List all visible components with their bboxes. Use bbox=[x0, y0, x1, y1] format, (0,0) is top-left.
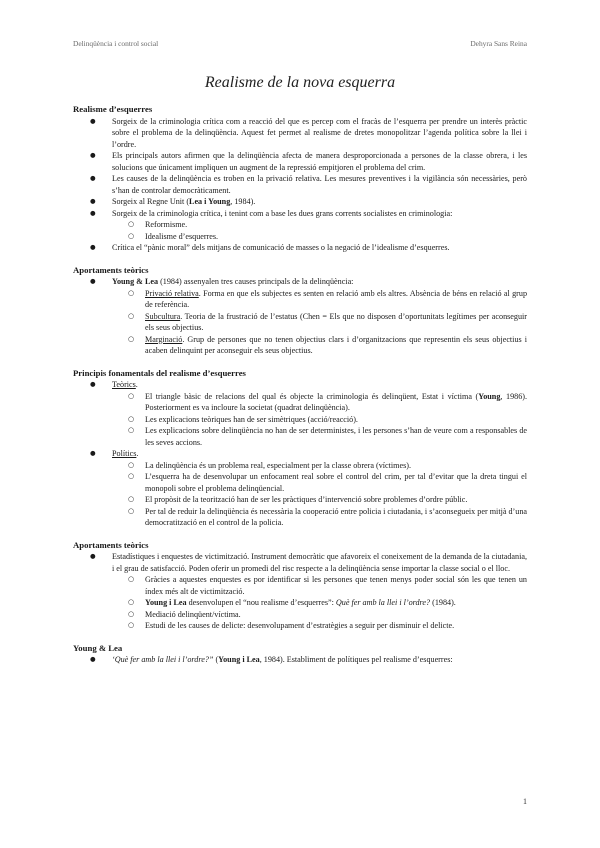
book-title: Què fer amb la llei i l’ordre? bbox=[335, 598, 431, 607]
sub-list bbox=[112, 288, 527, 357]
section-aportaments-1 bbox=[73, 265, 527, 357]
sub-list-item: ○ Les explicacions sobre delinqüència no han de ser deterministes, i les persones s’han de veure com a responsables de les seves accions. bbox=[73, 425, 527, 448]
text: . Forma en que els subjectes es senten en relació amb els altres. Absència de béns en relació al grup de referència. bbox=[145, 288, 528, 309]
section-young-lea bbox=[73, 643, 527, 666]
document-body bbox=[73, 104, 527, 677]
section-heading: Aportaments teòrics bbox=[73, 539, 149, 550]
list-item: ● Les causes de la delinqüència es troben en la privació relativa. Les mesures preventives i la vigilància són necessàries, però s’han de controlar democràticament. bbox=[73, 173, 527, 196]
term: Privació relativa bbox=[145, 288, 199, 298]
text: , 1984). Establiment de polítiques pel realisme d’esquerres: bbox=[259, 655, 453, 664]
sub-list-item: ○ Les explicacions teòriques han de ser simètriques (acció/reacció). bbox=[73, 414, 527, 426]
list-item: ● Teòrics. ○ El triangle bàsic de relacions del qual és objecte la criminologia és delinqüent, Estat i víctima (Young, 1986). Posteriorment es va incloure la societat (quadrat delinqüència). ○ Les explicacions teòriques han de ser simètriques (acció/reacció). ○ Les explicacions sobre delinqüència no han de ser deterministes, i les persones s’han de veure com a responsables de les seves accions. bbox=[73, 379, 527, 448]
text: . Grup de persones que no tenen objectius clars i d’organitzacions que representin els seus objectius i acaben delinquint per aconseguir els seus objectius. bbox=[145, 334, 527, 355]
text: (1984) assenyalen tres causes principals de la delinqüència: bbox=[158, 277, 354, 286]
list-item bbox=[73, 196, 527, 208]
list-item bbox=[73, 551, 527, 632]
sub-list-item: ○ Per tal de reduir la delinqüència és necessària la cooperació entre policia i ciutadania, i s’aconsegueix per mitjà d’una democratització en el control de la policia. bbox=[73, 506, 527, 529]
section-heading: Aportaments teòrics bbox=[73, 264, 149, 275]
header-author: Dehyra Sans Reina bbox=[470, 39, 527, 48]
term: Teòrics bbox=[112, 380, 136, 389]
text: El triangle bàsic de relacions del qual és objecte la criminologia és delinqüent, Estat i víctima ( bbox=[145, 391, 479, 401]
list-item bbox=[73, 208, 527, 243]
sub-list bbox=[112, 460, 527, 529]
sub-list-item: ○ Gràcies a aquestes enquestes es por identificar si les persones que tenen menys poder social són les que tenen un índex més alt de victimització. bbox=[73, 574, 527, 597]
text: Sorgeix de la criminologia crítica, i tenint com a base les dues grans corrents socialistes en criminologia: bbox=[112, 208, 453, 218]
term: Subcultura bbox=[145, 311, 181, 321]
sub-list-item bbox=[73, 391, 527, 414]
sub-list-item: ○ El propòsit de la teorització han de ser les pràctiques d’intervenció sobre problemes d’ordre públic. bbox=[73, 494, 527, 506]
author-ref: Young i Lea bbox=[218, 655, 260, 664]
section-heading: Principis fonamentals del realisme d’esquerres bbox=[73, 367, 246, 378]
text: Sorgeix al Regne Unit ( bbox=[112, 197, 190, 206]
author-ref: Young i Lea bbox=[145, 598, 187, 607]
author-ref: Young bbox=[478, 391, 501, 401]
page-header bbox=[73, 39, 527, 48]
list-item: ● Crítica el “pànic moral” dels mitjans de comunicació de masses o la negació de l’idealisme d’esquerres. bbox=[73, 242, 527, 254]
sub-list bbox=[112, 391, 527, 449]
list-item: ● Els principals autors afirmen que la delinqüència afecta de manera desproporcionada a persones de la classe obrera, i les solucions que únicament impliquen un augment de la repressió empitjoren el problema del crim. bbox=[73, 150, 527, 173]
term: Polítics bbox=[112, 449, 137, 458]
bullet-list bbox=[73, 551, 527, 632]
text: ( bbox=[213, 655, 219, 664]
book-title: ‘Què fer amb la llei i l’ordre?” bbox=[112, 655, 214, 664]
author-ref: Lea i Young bbox=[189, 197, 231, 206]
bullet-list bbox=[73, 116, 527, 254]
text: Estadístiques i enquestes de victimització. Instrument democràtic que afavoreix el coneixement de la demanda de la ciutadania, i el grau de satisfacció. Poden oferir un promedi del risc respecte a la delinqüència sense importar la classe social o el lloc. bbox=[112, 552, 527, 573]
sub-list-item: ○ Reformisme. bbox=[73, 219, 527, 231]
header-course: Delinqüència i control social bbox=[73, 39, 159, 48]
text: (1984). bbox=[430, 598, 456, 607]
section-heading: Young & Lea bbox=[73, 642, 123, 653]
sub-list-item: ○ La delinqüència és un problema real, especialment per la classe obrera (víctimes). bbox=[73, 460, 527, 472]
list-item bbox=[73, 654, 527, 666]
text: . Teoria de la frustració de l’estatus (Chen = Els que no disposen d’oportunitats legítimes per aconseguir els seus objectius. bbox=[145, 311, 527, 332]
sub-list-item: ○ Idealisme d’esquerres. bbox=[73, 231, 527, 243]
page-number: 1 bbox=[523, 797, 527, 806]
sub-list-item bbox=[73, 597, 527, 609]
sub-list bbox=[112, 219, 527, 242]
sub-list-item: ○ Mediació delinqüent/víctima. bbox=[73, 609, 527, 621]
bullet-list bbox=[73, 379, 527, 529]
sub-list-item bbox=[73, 311, 527, 334]
sub-list-item: ○ L’esquerra ha de desenvolupar un enfocament real sobre el control del crim, per tal d’evitar que la dreta tingui el monopoli sobre el problema delinqüencial. bbox=[73, 471, 527, 494]
sub-list-item bbox=[73, 288, 527, 311]
list-item bbox=[73, 276, 527, 357]
section-heading: Realisme d’esquerres bbox=[73, 104, 153, 114]
sub-list-item bbox=[73, 334, 527, 357]
list-item: ● Polítics. ○ La delinqüència és un problema real, especialment per la classe obrera (víctimes). ○ L’esquerra ha de desenvolupar un enfocament real sobre el control del crim, per tal d’evitar que la dreta tingui el monopoli sobre el problema delinqüencial. ○ El propòsit de la teorització han de ser les pràctiques d’intervenció sobre problemes d’ordre públic. ○ Per tal de reduir la delinqüència és necessària la cooperació entre policia i ciutadania, i s’aconsegueix per mitjà d’una democratització en el control de la policia. bbox=[73, 448, 527, 529]
list-item: ● Sorgeix de la criminologia crítica com a reacció del que es percep com el fracàs de l’esquerra per prendre un interès pràctic sobre el problema de la delinqüència. Aquest fet permet al realisme de dretes monopolitzar l’agenda política sobre la llei i l’ordre. bbox=[73, 116, 527, 151]
text: , 1984). bbox=[230, 197, 256, 206]
sub-list-item: ○ Estudi de les causes de delicte: desenvolupament d’estratègies a seguir per disminuir el delicte. bbox=[73, 620, 527, 632]
section-principis bbox=[73, 368, 527, 529]
sub-list bbox=[112, 574, 527, 632]
document-title: Realisme de la nova esquerra bbox=[204, 74, 396, 91]
text: desenvolupen el “nou realisme d’esquerres”: bbox=[186, 598, 336, 607]
bullet-list bbox=[73, 654, 527, 666]
section-aportaments-2 bbox=[73, 540, 527, 632]
term: Marginació bbox=[145, 334, 183, 344]
text: , 1986). Posteriorment es va incloure la societat (quadrat delinqüència). bbox=[145, 391, 527, 412]
section-realisme bbox=[73, 104, 527, 254]
bullet-list bbox=[73, 276, 527, 357]
author-ref: Young & Lea bbox=[112, 277, 159, 286]
